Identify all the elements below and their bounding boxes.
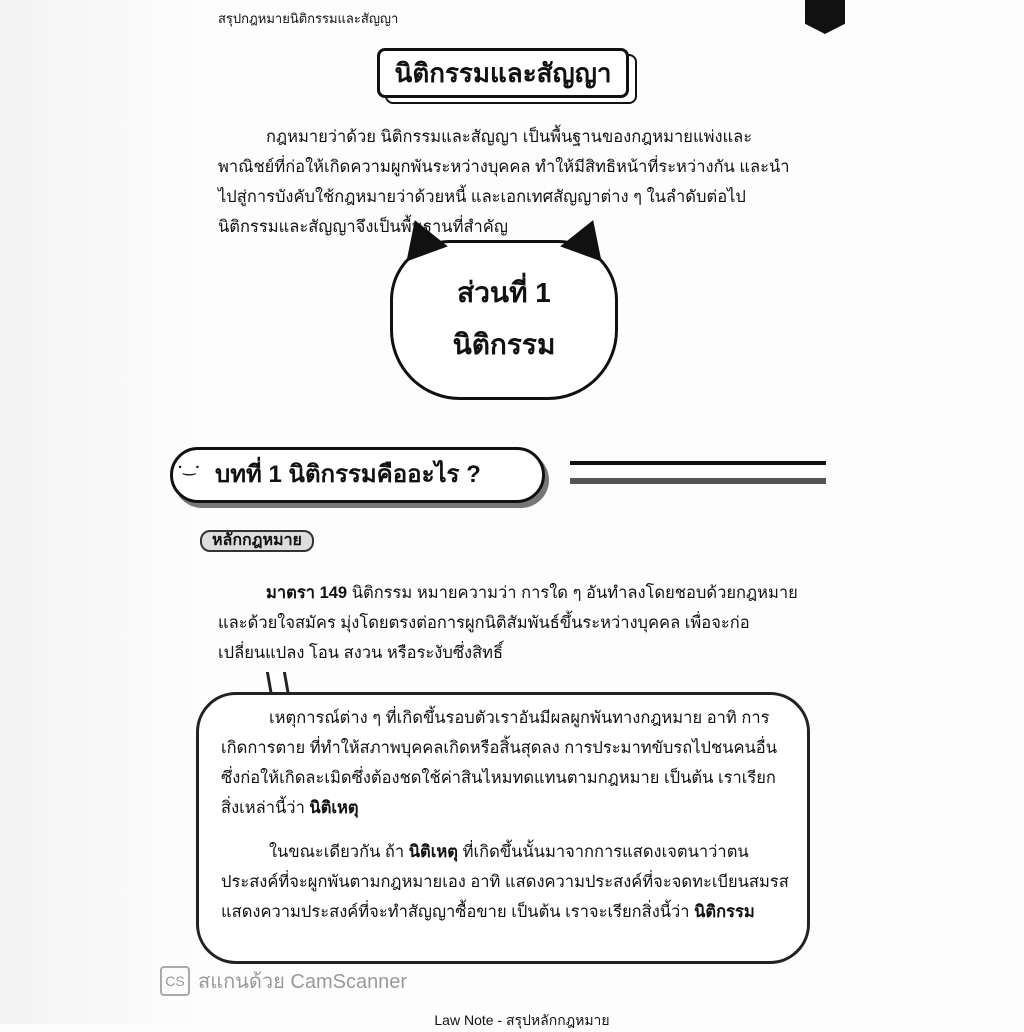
divider-line <box>570 478 826 484</box>
camscanner-logo-icon: CS <box>160 966 190 996</box>
divider-line <box>570 461 826 465</box>
section-label: หลักกฎหมาย <box>200 530 314 552</box>
law-paragraph <box>218 578 803 668</box>
text: ที่เกิดขึ้นนั้นมาจากการแสดงเจตนาว่าตนประสงค์ที่จะผูกพันตามกฎหมายเอง อาทิ แสดงความประสงค์ที่จะจดทะเบียนสมรส แสดงความประสงค์ที่จะทำสัญญาซื้อขาย เป็นต้น เราจะเรียกสิ่งนี้ว่า <box>221 843 789 921</box>
part-number: ส่วนที่ 1 <box>457 277 551 308</box>
page-footer: Law Note - สรุปหลักกฎหมาย <box>434 1012 610 1028</box>
law-text: นิติกรรม หมายความว่า การใด ๆ อันทำลงโดยชอบด้วยกฎหมายและด้วยใจสมัคร มุ่งโดยตรงต่อการผูกนิติสัมพันธ์ขึ้นระหว่างบุคคล เพื่อจะก่อเปลี่ยนแปลง โอน สงวน หรือระงับซึ่งสิทธิ์ <box>218 584 798 662</box>
cat-face-icon: ·‿· <box>178 459 201 476</box>
part-title: นิติกรรม <box>452 329 556 360</box>
intro-paragraph: กฎหมายว่าด้วย นิติกรรมและสัญญา เป็นพื้นฐานของกฎหมายแพ่งและพาณิชย์ที่ก่อให้เกิดความผูกพันระหว่างบุคคล ทำให้มีสิทธิหน้าที่ระหว่างกัน และนำไปสู่การบังคับใช้กฎหมายว่าด้วยหนี้ และเอกเทศสัญญาต่าง ๆ ในลำดับต่อไป นิติกรรมและสัญญาจึงเป็นพื้นฐานที่สำคัญ <box>218 128 790 236</box>
bookmark-tab <box>805 0 845 34</box>
term-bold: นิติเหตุ <box>309 799 359 817</box>
speech-bubble <box>196 692 810 964</box>
watermark-text: สแกนด้วย CamScanner <box>198 971 408 993</box>
chapter-heading: บทที่ 1 นิติกรรมคืออะไร ? <box>170 447 545 503</box>
bubble-paragraph-1 <box>221 703 793 823</box>
part-heading-cat <box>390 240 618 400</box>
camscanner-watermark <box>160 965 407 997</box>
bubble-paragraph-2 <box>221 837 793 927</box>
scan-edge-shadow <box>0 0 200 1024</box>
law-section: มาตรา 149 <box>266 584 348 602</box>
text: เหตุการณ์ต่าง ๆ ที่เกิดขึ้นรอบตัวเราอันมีผลผูกพันทางกฎหมาย อาทิ การเกิดการตาย ที่ทำให้สภาพบุคคลเกิดหรือสิ้นสุดลง การประมาทขับรถไปชนคนอื่นซึ่งก่อให้เกิดละเมิดซึ่งต้องชดใช้ค่าสินไหมทดแทนตามกฎหมาย เป็นต้น เราเรียกสิ่งเหล่านี้ว่า <box>221 709 777 817</box>
page-title: นิติกรรมและสัญญา <box>377 48 629 98</box>
term-bold: นิติกรรม <box>694 903 755 921</box>
term-bold: นิติเหตุ <box>408 843 459 861</box>
running-header: สรุปกฎหมายนิติกรรมและสัญญา <box>218 11 399 26</box>
text: ในขณะเดียวกัน ถ้า <box>269 843 409 861</box>
